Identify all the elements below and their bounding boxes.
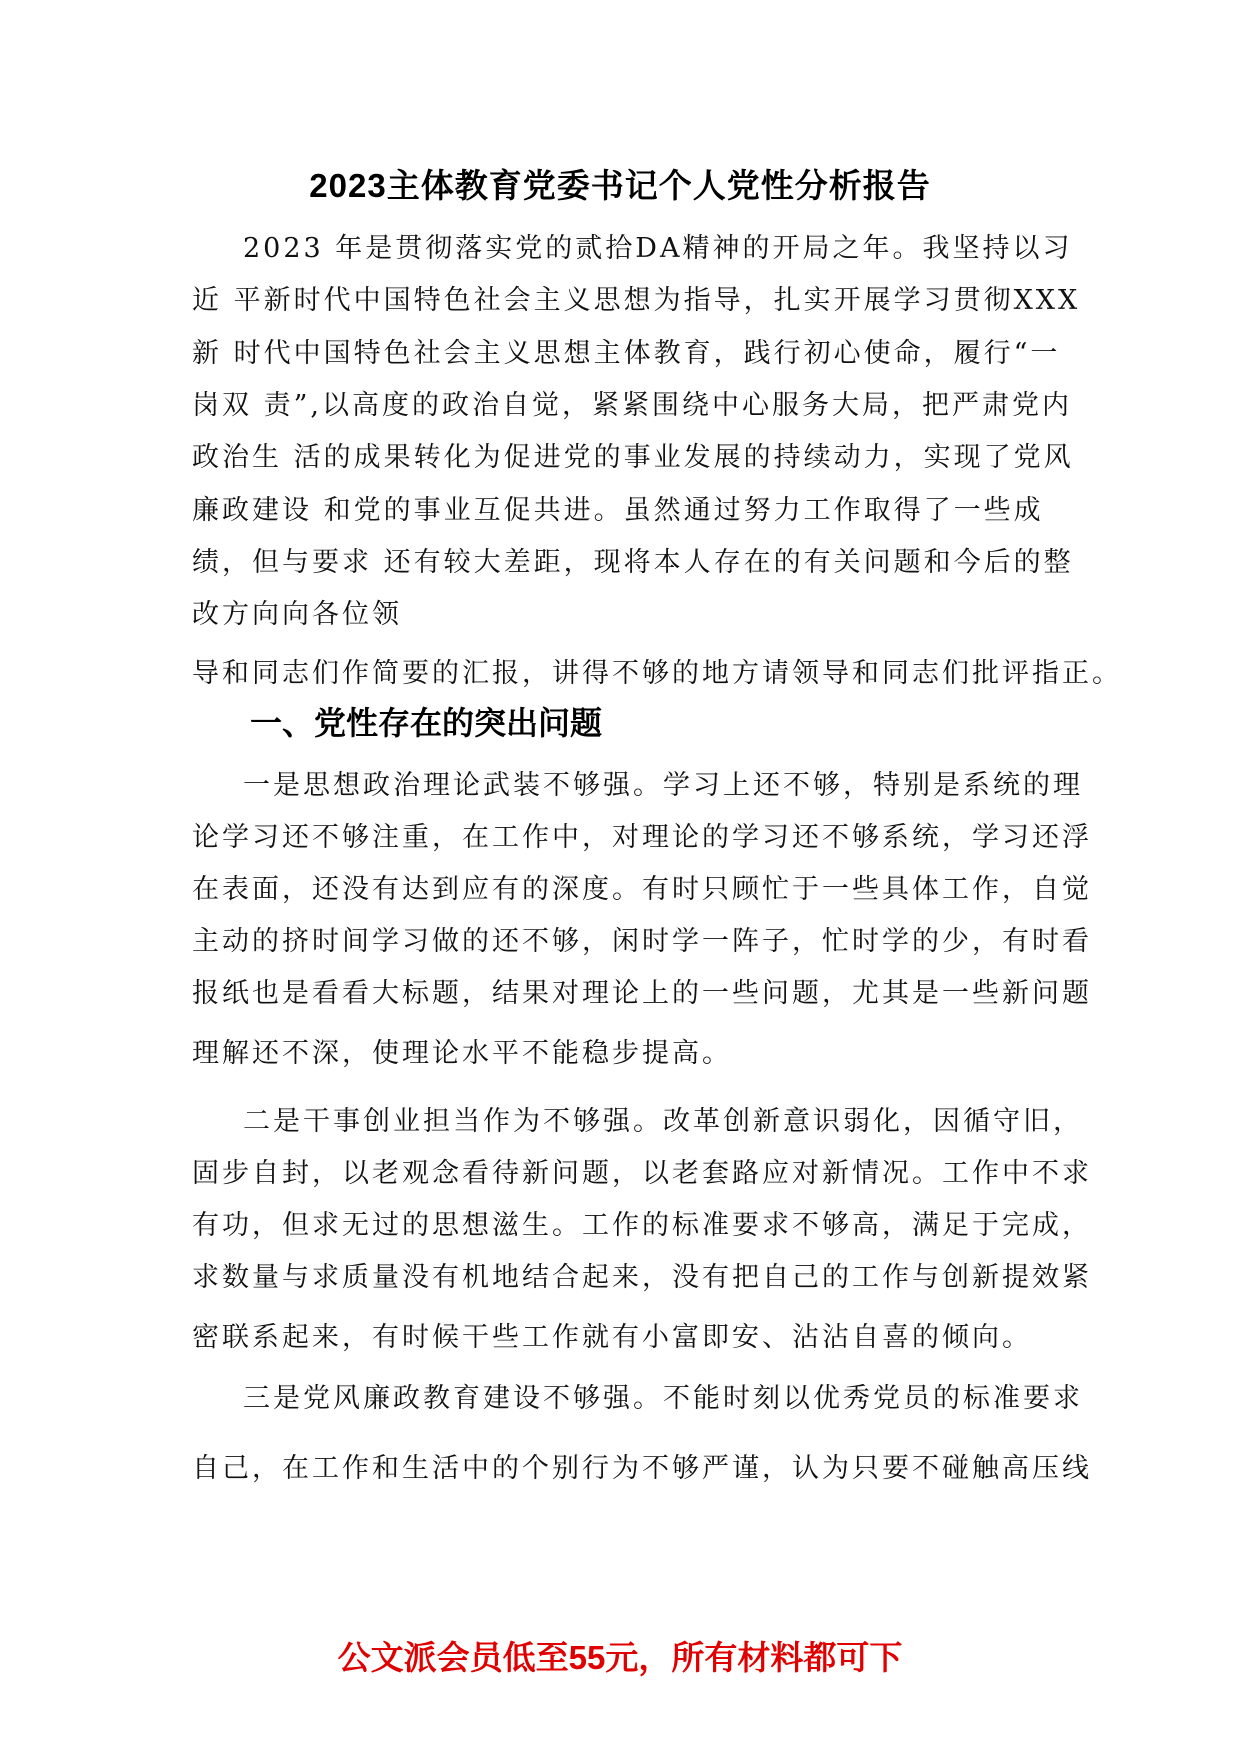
intro-line-3: 新 时代中国特色社会主义思想主体教育，践行初心使命，履行“一 xyxy=(192,338,1061,369)
para1-line-1: 一是思想政治理论武装不够强。学习上还不够，特别是系统的理 xyxy=(243,770,1083,801)
para2-line-1: 二是干事创业担当作为不够强。改革创新意识弱化，因循守旧， xyxy=(243,1106,1083,1137)
document-title: 2023主体教育党委书记个人党性分析报告 xyxy=(309,167,931,204)
para2-line-5: 密联系起来，有时候干些工作就有小富即安、沾沾自喜的倾向。 xyxy=(192,1322,1032,1353)
intro-line-7: 绩，但与要求 还有较大差距，现将本人存在的有关问题和今后的整 xyxy=(192,547,1074,578)
intro-line-6: 廉政建设 和党的事业互促共进。虽然通过努力工作取得了一些成 xyxy=(192,495,1044,526)
para3-line-2: 自己，在工作和生活中的个别行为不够严谨，认为只要不碰触高压线 xyxy=(192,1453,1092,1484)
para3-line-1: 三是党风廉政教育建设不够强。不能时刻以优秀党员的标准要求 xyxy=(243,1383,1083,1414)
para2-line-2: 固步自封，以老观念看待新问题，以老套路应对新情况。工作中不求 xyxy=(192,1158,1092,1189)
para2-line-3: 有功，但求无过的思想滋生。工作的标准要求不够高，满足于完成， xyxy=(192,1210,1092,1241)
para1-line-4: 主动的挤时间学习做的还不够，闲时学一阵子，忙时学的少，有时看 xyxy=(192,926,1092,957)
footer-ad: 公文派会员低至55元，所有材料都可下 xyxy=(337,1639,903,1676)
intro-line-2: 近 平新时代中国特色社会主义思想为指导，扎实开展学习贯彻XXX xyxy=(192,285,1081,316)
para1-line-5: 报纸也是看看大标题，结果对理论上的一些问题，尤其是一些新问题 xyxy=(192,978,1092,1009)
intro-line-9: 导和同志们作简要的汇报，讲得不够的地方请领导和同志们批评指正。 xyxy=(192,658,1122,689)
intro-line-4: 岗双 责”,以高度的政治自觉，紧紧围绕中心服务大局，把严肃党内 xyxy=(192,390,1072,421)
intro-line-1: 2023 年是贯彻落实党的贰拾DA精神的开局之年。我坚持以习 xyxy=(243,233,1073,264)
para1-line-3: 在表面，还没有达到应有的深度。有时只顾忙于一些具体工作，自觉 xyxy=(192,874,1092,905)
intro-line-5: 政治生 活的成果转化为促进党的事业发展的持续动力，实现了党风 xyxy=(192,442,1074,473)
para1-line-6: 理解还不深，使理论水平不能稳步提高。 xyxy=(192,1038,732,1069)
para1-line-2: 论学习还不够注重，在工作中，对理论的学习还不够系统，学习还浮 xyxy=(192,822,1092,853)
section-heading: 一、党性存在的突出问题 xyxy=(250,705,603,741)
intro-line-8: 改方向向各位领 xyxy=(192,599,402,630)
para2-line-4: 求数量与求质量没有机地结合起来，没有把自己的工作与创新提效紧 xyxy=(192,1262,1092,1293)
